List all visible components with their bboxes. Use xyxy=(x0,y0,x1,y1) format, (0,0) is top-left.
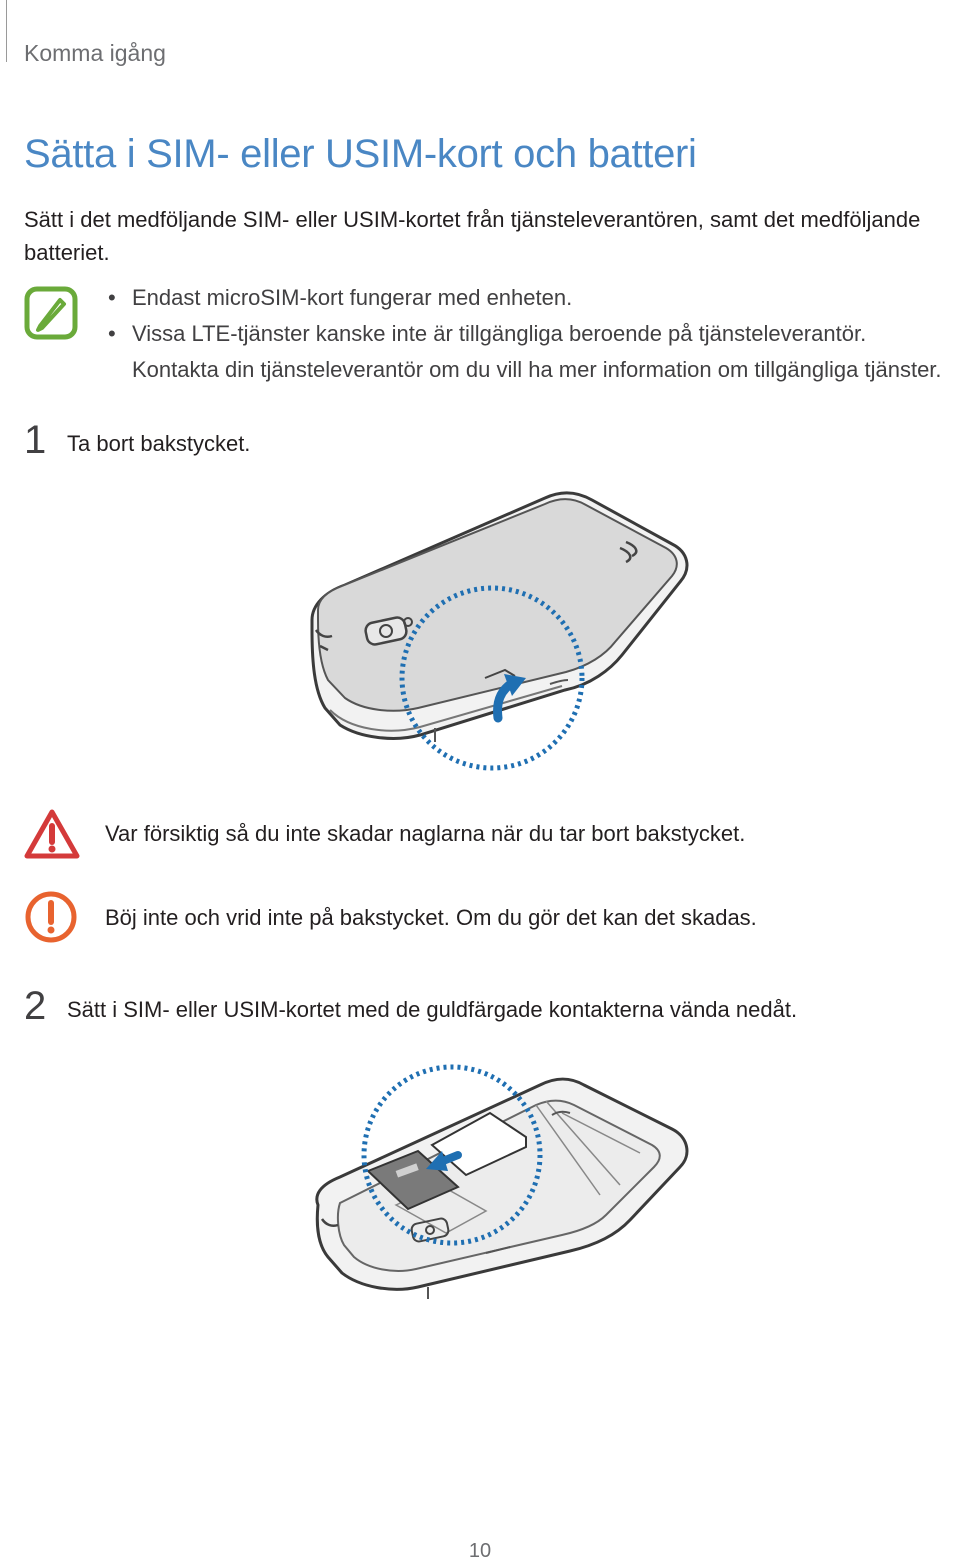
note-pencil-icon xyxy=(24,286,78,340)
caution-text: Var försiktig så du inte skadar naglarna när du tar bort bakstycket. xyxy=(105,821,746,846)
intro-paragraph: Sätt i det medföljande SIM- eller USIM-kortet från tjänsteleverantören, samt det medföljande batteriet. xyxy=(24,207,921,265)
note-list xyxy=(108,280,958,388)
list-item: • Endast microSIM-kort fungerar med enheten. xyxy=(108,285,573,310)
list-item: • Vissa LTE-tjänster kanske inte är tillgängliga beroende på tjänsteleverantör. Kontakta din tjänsteleverantör om du vill ha mer information om tillgängliga tjänster. xyxy=(108,321,942,382)
insert-sim-illustration xyxy=(300,1055,700,1305)
step-text: Ta bort bakstycket. xyxy=(67,431,251,456)
step-number: 1 xyxy=(24,418,47,462)
page-number: 10 xyxy=(468,1540,492,1562)
page-title: Sätta i SIM- eller USIM-kort och batteri xyxy=(24,132,697,176)
warning-triangle-icon xyxy=(24,808,80,860)
page-margin-rule xyxy=(6,0,7,62)
step-text: Sätt i SIM- eller USIM-kortet med de guldfärgade kontakterna vända nedåt. xyxy=(67,997,798,1022)
step-number: 2 xyxy=(24,984,47,1028)
remove-back-cover-illustration xyxy=(300,480,700,780)
important-text: Böj inte och vrid inte på bakstycket. Om du gör det kan det skadas. xyxy=(105,905,757,930)
section-header: Komma igång xyxy=(24,40,166,66)
exclamation-circle-icon xyxy=(24,890,78,944)
